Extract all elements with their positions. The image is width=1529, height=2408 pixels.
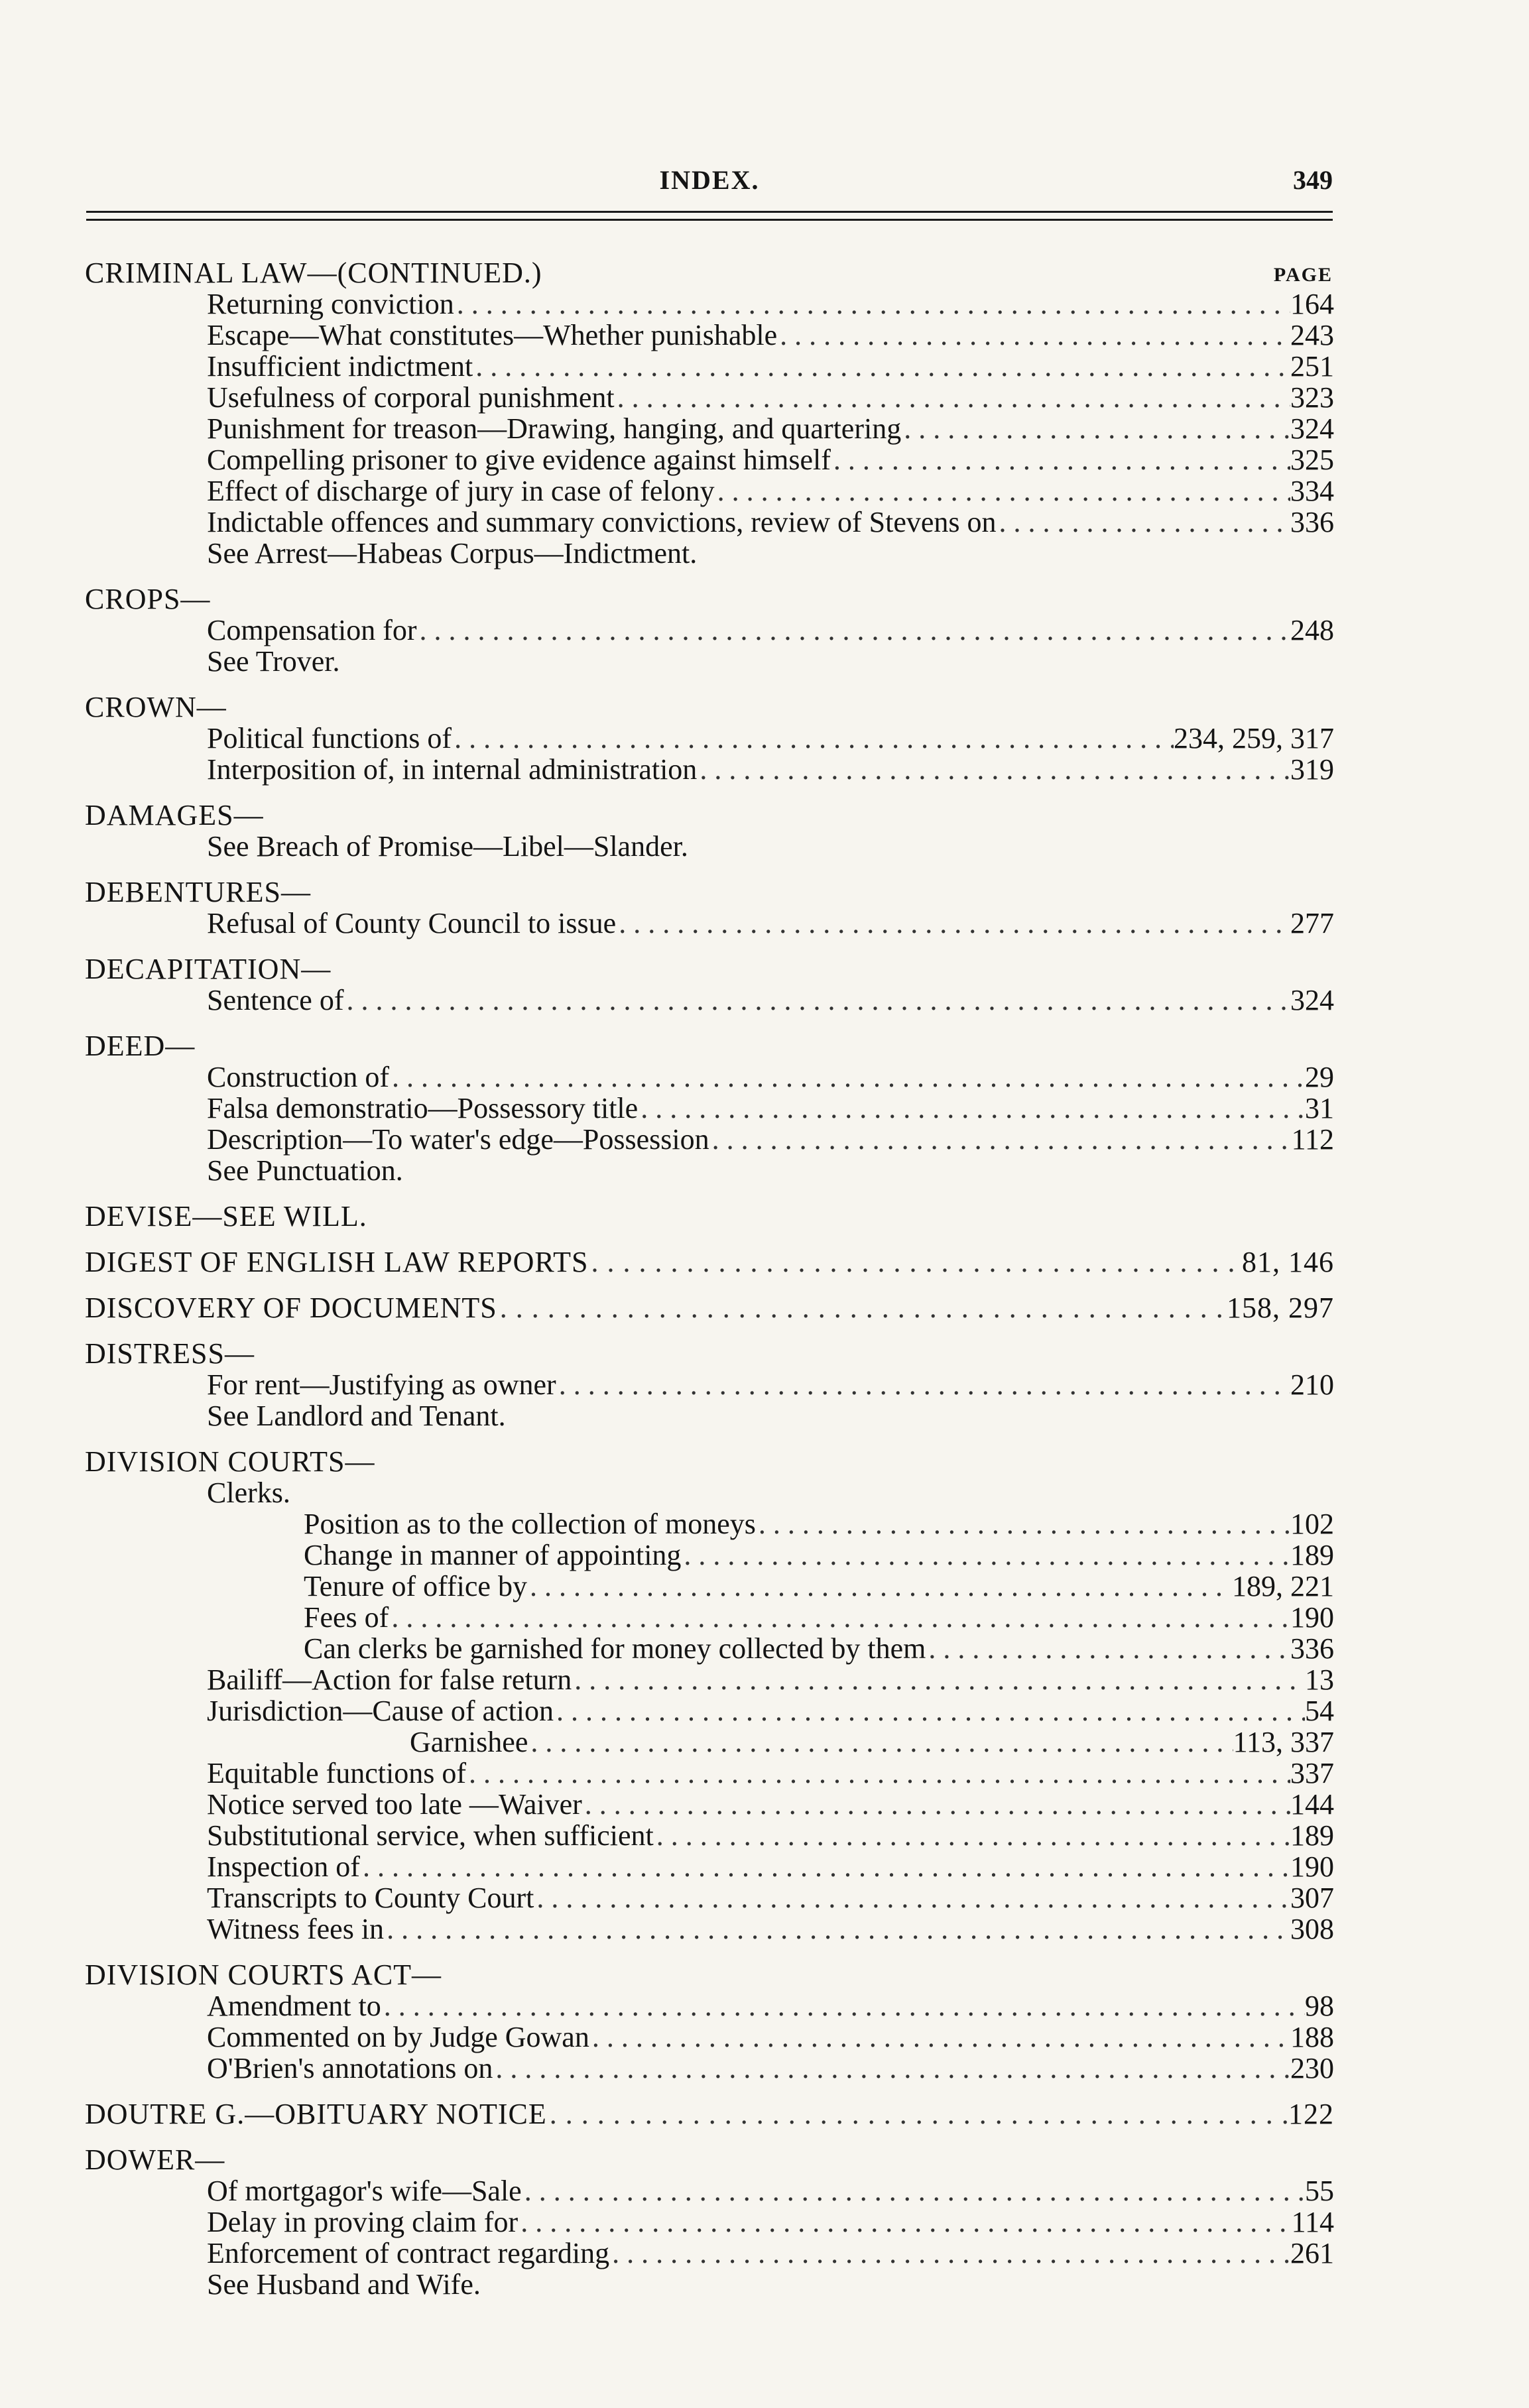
dot-leader — [554, 1695, 1305, 1726]
index-entry — [85, 1851, 1334, 1882]
page-reference: 248 — [1290, 614, 1334, 646]
page-reference: 324 — [1290, 984, 1334, 1016]
index-cross-reference: See Husband and Wife. — [207, 2268, 481, 2301]
entry-label: Substitutional service, when sufficient — [207, 1819, 654, 1852]
dot-leader — [528, 1726, 1233, 1758]
dot-leader — [522, 2175, 1305, 2206]
index-cross-reference: See Trover. — [207, 645, 340, 678]
entry-label: Sentence of — [207, 984, 344, 1016]
dot-leader — [588, 1246, 1242, 1278]
entry-label: DIGEST OF ENGLISH LAW REPORTS — [85, 1246, 589, 1278]
dot-leader — [997, 507, 1290, 538]
index-entry — [85, 1913, 1334, 1945]
dot-leader — [697, 754, 1290, 785]
index-heading: DAMAGES— — [85, 799, 264, 831]
index-heading: CROWN— — [85, 691, 227, 723]
entry-label: DISCOVERY OF DOCUMENTS — [85, 1292, 497, 1324]
index-heading: CRIMINAL LAW—(CONTINUED.) — [85, 257, 542, 289]
dot-leader — [360, 1851, 1290, 1882]
entry-label: Escape—What constitutes—Whether punishable — [207, 319, 778, 351]
dot-leader — [473, 351, 1290, 382]
entry-label: Indictable offences and summary convictions, review of Stevens on — [207, 506, 997, 538]
dot-leader — [901, 413, 1290, 444]
index-heading: DEED— — [85, 1030, 196, 1062]
dot-leader — [615, 382, 1290, 413]
index-entry — [85, 288, 1334, 320]
page-reference: 54 — [1305, 1695, 1334, 1727]
index-entry — [85, 1882, 1334, 1913]
index-entry — [85, 1633, 1334, 1664]
page-reference: 164 — [1290, 288, 1334, 320]
index-entry — [85, 1820, 1334, 1851]
index-heading-entry — [85, 2098, 1334, 2130]
dot-leader — [384, 1913, 1290, 1945]
index-heading: DOWER— — [85, 2143, 225, 2176]
entry-label: Commented on by Judge Gowan — [207, 2021, 589, 2053]
index-entry — [85, 382, 1334, 413]
index-cross-reference: See Breach of Promise—Libel—Slander. — [207, 830, 688, 863]
page-number: 349 — [1293, 165, 1333, 195]
page-reference: 261 — [1290, 2237, 1334, 2269]
index-cross-reference: Clerks. — [207, 1476, 290, 1509]
index-heading: DIVISION COURTS— — [85, 1445, 375, 1478]
index-entry — [85, 1758, 1334, 1789]
index-entry — [85, 1990, 1334, 2021]
dot-leader — [926, 1633, 1290, 1664]
index-entry — [85, 2238, 1334, 2269]
dot-leader — [831, 444, 1290, 475]
page-reference: 55 — [1305, 2175, 1334, 2207]
page-reference: 188 — [1290, 2021, 1334, 2053]
page-column-label: PAGE — [1273, 264, 1333, 286]
entry-label: Political functions of — [207, 722, 452, 754]
entry-label: Jurisdiction—Cause of action — [207, 1695, 554, 1727]
index-entry — [85, 2206, 1334, 2238]
dot-leader — [582, 1789, 1290, 1820]
index-heading-entry — [85, 1292, 1334, 1323]
page-reference: 190 — [1290, 1601, 1334, 1634]
page-reference: 113, 337 — [1233, 1726, 1334, 1758]
page-reference: 336 — [1290, 1632, 1334, 1665]
index-entry — [85, 351, 1334, 382]
page-reference: 189 — [1290, 1819, 1334, 1852]
entry-label: Position as to the collection of moneys — [304, 1508, 756, 1540]
dot-leader — [616, 908, 1290, 939]
index-entry — [85, 1602, 1334, 1633]
index-entry — [85, 1539, 1334, 1571]
index-entry — [85, 320, 1334, 351]
index-entry — [85, 507, 1334, 538]
dot-leader — [609, 2238, 1290, 2269]
entry-label: Refusal of County Council to issue — [207, 907, 617, 939]
index-entry — [85, 2021, 1334, 2053]
dot-leader — [654, 1820, 1290, 1851]
dot-leader — [638, 1093, 1305, 1124]
page-reference: 29 — [1305, 1061, 1334, 1093]
page-reference: 114 — [1291, 2206, 1334, 2238]
entry-label: Returning conviction — [207, 288, 454, 320]
entry-label: Enforcement of contract regarding — [207, 2237, 610, 2269]
header-rule-top — [86, 211, 1333, 213]
index-cross-reference: See Arrest—Habeas Corpus—Indictment. — [207, 537, 698, 570]
entry-label: For rent—Justifying as owner — [207, 1368, 556, 1401]
entry-label: Usefulness of corporal punishment — [207, 381, 615, 414]
page-reference: 144 — [1290, 1788, 1334, 1821]
dot-leader — [417, 615, 1290, 646]
entry-label: Insufficient indictment — [207, 350, 473, 383]
entry-label: Inspection of — [207, 1850, 360, 1883]
index-entry — [85, 1695, 1334, 1726]
entry-label: Description—To water's edge—Possession — [207, 1123, 709, 1156]
page-reference: 81, 146 — [1242, 1246, 1334, 1278]
index-entry — [85, 1789, 1334, 1820]
entry-label: Effect of discharge of jury in case of felony — [207, 475, 715, 507]
index-entry — [85, 1061, 1334, 1093]
entry-label: Notice served too late —Waiver — [207, 1788, 582, 1821]
index-entry — [85, 2053, 1334, 2084]
dot-leader — [527, 1571, 1232, 1602]
dot-leader — [547, 2098, 1288, 2130]
entry-label: Falsa demonstratio—Possessory title — [207, 1092, 639, 1124]
index-entry — [85, 475, 1334, 507]
page-reference: 122 — [1288, 2098, 1334, 2130]
dot-leader — [534, 1882, 1290, 1913]
index-heading: DISTRESS— — [85, 1337, 255, 1370]
page-reference: 243 — [1290, 319, 1334, 351]
entry-label: Transcripts to County Court — [207, 1882, 534, 1914]
page-reference: 308 — [1290, 1913, 1334, 1945]
page-reference: 277 — [1290, 907, 1334, 939]
index-entry — [85, 754, 1334, 785]
index-heading-entry — [85, 1246, 1334, 1278]
index-entry — [85, 1124, 1334, 1155]
page-reference: 307 — [1290, 1882, 1334, 1914]
index-heading: DEBENTURES— — [85, 876, 311, 908]
index-entry — [85, 1369, 1334, 1400]
dot-leader — [381, 1990, 1305, 2021]
page-reference: 112 — [1291, 1123, 1334, 1156]
page-reference: 337 — [1290, 1757, 1334, 1789]
entry-label: O'Brien's annotations on — [207, 2052, 493, 2084]
entry-label: Of mortgagor's wife—Sale — [207, 2175, 522, 2207]
page-reference: 324 — [1290, 412, 1334, 445]
page-reference: 31 — [1305, 1092, 1334, 1124]
page-reference: 158, 297 — [1227, 1292, 1334, 1324]
page-reference: 190 — [1290, 1850, 1334, 1883]
page-reference: 325 — [1290, 444, 1334, 476]
entry-label: Delay in proving claim for — [207, 2206, 519, 2238]
index-entry — [85, 1508, 1334, 1539]
entry-label: Witness fees in — [207, 1913, 385, 1945]
entry-label: Punishment for treason—Drawing, hanging, and quartering — [207, 412, 902, 445]
dot-leader — [681, 1539, 1290, 1571]
page-reference: 189 — [1290, 1539, 1334, 1571]
dot-leader — [343, 985, 1290, 1016]
dot-leader — [518, 2206, 1291, 2238]
index-entry — [85, 985, 1334, 1016]
dot-leader — [452, 723, 1174, 754]
index-cross-reference: See Landlord and Tenant. — [207, 1400, 506, 1432]
index-entry — [85, 723, 1334, 754]
index-entry — [85, 908, 1334, 939]
page-reference: 210 — [1290, 1368, 1334, 1401]
index-body — [85, 257, 1334, 2300]
entry-label: Fees of — [304, 1601, 389, 1634]
index-cross-reference: See Punctuation. — [207, 1154, 403, 1187]
dot-leader — [497, 1292, 1227, 1323]
page-reference: 234, 259, 317 — [1174, 722, 1334, 754]
entry-label: Amendment to — [207, 1990, 381, 2022]
entry-label: Compelling prisoner to give evidence against himself — [207, 444, 831, 476]
index-entry — [85, 615, 1334, 646]
entry-label: Change in manner of appointing — [304, 1539, 682, 1571]
entry-label: Can clerks be garnished for money collected by them — [304, 1632, 926, 1665]
dot-leader — [389, 1061, 1305, 1093]
page-title: INDEX. — [659, 165, 760, 195]
page-reference: 336 — [1290, 506, 1334, 538]
dot-leader — [556, 1369, 1290, 1400]
dot-leader — [709, 1124, 1292, 1155]
page-reference: 230 — [1290, 2052, 1334, 2084]
index-heading: DIVISION COURTS ACT— — [85, 1958, 442, 1991]
page-reference: 251 — [1290, 350, 1334, 383]
page-reference: 334 — [1290, 475, 1334, 507]
dot-leader — [572, 1664, 1305, 1695]
page-reference: 13 — [1305, 1663, 1334, 1696]
index-entry — [85, 1726, 1334, 1758]
dot-leader — [777, 320, 1290, 351]
entry-label: Interposition of, in internal administration — [207, 753, 698, 786]
entry-label: Construction of — [207, 1061, 389, 1093]
dot-leader — [756, 1508, 1290, 1539]
dot-leader — [715, 475, 1290, 507]
dot-leader — [493, 2053, 1290, 2084]
entry-label: Tenure of office by — [304, 1570, 527, 1602]
page-reference: 323 — [1290, 381, 1334, 414]
page-reference: 102 — [1290, 1508, 1334, 1540]
entry-label: Bailiff—Action for false return — [207, 1663, 572, 1696]
index-entry — [85, 1093, 1334, 1124]
page-reference: 189, 221 — [1232, 1570, 1334, 1602]
index-heading: DECAPITATION— — [85, 953, 332, 985]
entry-label: DOUTRE G.—OBITUARY NOTICE — [85, 2098, 547, 2130]
entry-label: Equitable functions of — [207, 1757, 467, 1789]
page-reference: 98 — [1305, 1990, 1334, 2022]
index-entry — [85, 413, 1334, 444]
index-entry — [85, 1571, 1334, 1602]
page-reference: 319 — [1290, 753, 1334, 786]
dot-leader — [454, 288, 1290, 320]
dot-leader — [466, 1758, 1290, 1789]
index-entry — [85, 2175, 1334, 2206]
index-entry — [85, 444, 1334, 475]
index-heading: CROPS— — [85, 583, 211, 615]
index-entry — [85, 1664, 1334, 1695]
index-heading: DEVISE—SEE WILL. — [85, 1200, 367, 1233]
dot-leader — [389, 1602, 1290, 1633]
running-head — [86, 164, 1333, 204]
header-rule-bottom — [86, 219, 1333, 221]
entry-label: Garnishee — [410, 1726, 528, 1758]
entry-label: Compensation for — [207, 614, 417, 646]
dot-leader — [589, 2021, 1290, 2053]
